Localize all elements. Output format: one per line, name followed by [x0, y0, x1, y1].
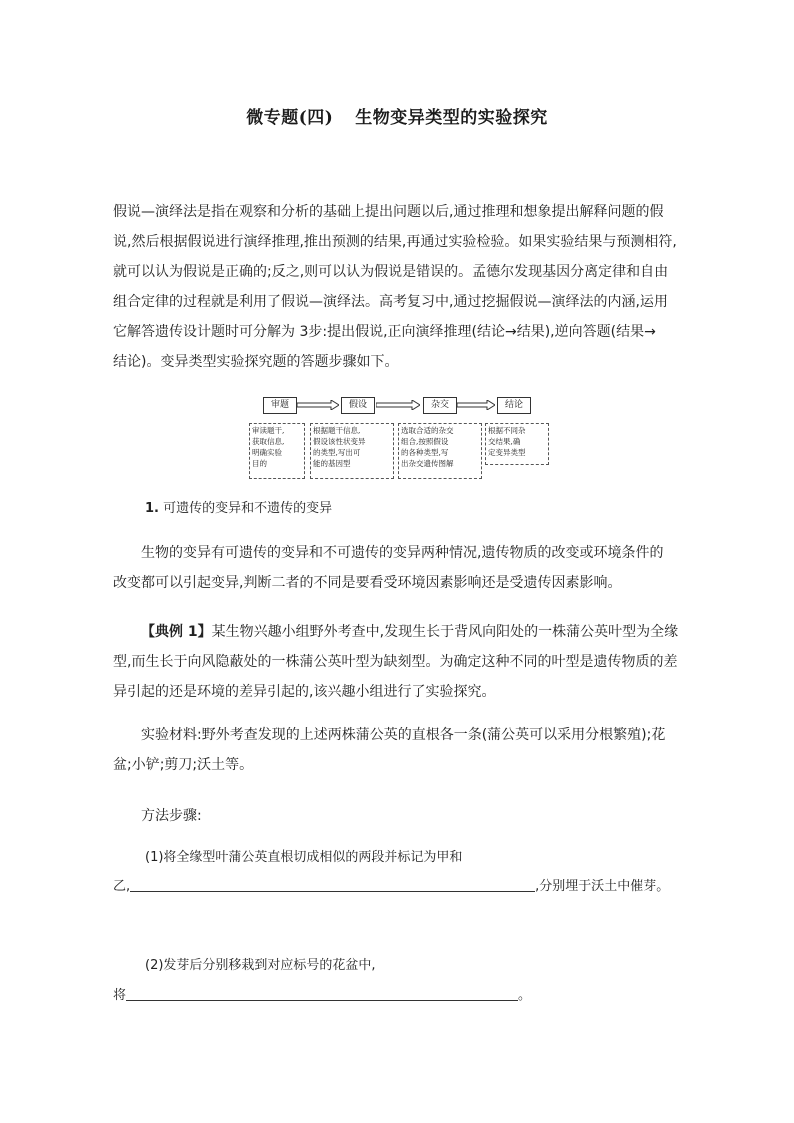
flow-step-box: 结论 — [497, 397, 531, 414]
flow-step-box: 杂交 — [423, 397, 457, 414]
desc-line: 组合,按照假设 — [401, 437, 449, 446]
paragraph-line: 改变都可以引起变异,判断二者的不同是要看受环境因素影响还是受遗传因素影响。 — [113, 575, 622, 591]
intro-line: 说,然后根据假说进行演绎推理,推出预测的结果,再通过实验检验。如果实验结果与预测相符, — [113, 234, 677, 250]
desc-line: 根据题干信息, — [313, 426, 361, 435]
intro-paragraph — [113, 197, 685, 377]
paragraph-line: 某生物兴趣小组野外考查中,发现生长于背风向阳处的一株蒲公英叶型为全缘 — [211, 624, 679, 640]
step2-text: (2)发芽后分别移栽到对应标号的花盆中, — [145, 958, 376, 973]
desc-line: 审读题干, — [252, 426, 285, 435]
title-part2: 生物变异类型的实验探究 — [355, 108, 548, 128]
paragraph-line: 盆;小铲;剪刀;沃土等。 — [113, 757, 254, 773]
page-title — [0, 103, 794, 128]
flow-step-description — [249, 423, 305, 479]
desc-line: 假设该性状变异 — [313, 437, 366, 446]
section-heading — [145, 497, 332, 516]
flow-step-box: 假设 — [341, 397, 375, 414]
intro-line: 就可以认为假说是正确的;反之,则可以认为假说是错误的。孟德尔发现基因分离定律和自由 — [113, 264, 669, 280]
example-label: 【典例 1】 — [141, 624, 212, 640]
intro-line: 结论)。变异类型实验探究题的答题步骤如下。 — [113, 354, 399, 370]
intro-line: 组合定律的过程就是利用了假说—演绎法。高考复习中,通过挖掘假说—演绎法的内涵,运用 — [113, 294, 668, 310]
answer-steps-flowchart — [245, 395, 550, 480]
section-title: 可遗传的变异和不遗传的变异 — [163, 501, 333, 516]
step1-answer-blank[interactable] — [130, 877, 535, 892]
paragraph-line: 型,而生长于向风隐蔽处的一株蒲公英叶型为缺刻型。为确定这种不同的叶型是遗传物质的差 — [113, 654, 678, 670]
step1-suffix: ,分别埋于沃土中催芽。 — [535, 879, 670, 894]
desc-line: 的各种类型,写 — [401, 448, 449, 457]
intro-line: 假说—演绎法是指在观察和分析的基础上提出问题以后,通过推理和想象提出解释问题的假 — [113, 204, 664, 220]
example-paragraph — [113, 617, 685, 707]
desc-line: 交结果,确 — [488, 437, 521, 446]
flow-step-description — [485, 423, 549, 465]
flow-step-description — [310, 423, 394, 479]
step2-answer-blank[interactable] — [126, 986, 518, 1001]
paragraph-line: 生物的变异有可遗传的变异和不可遗传的变异两种情况,遗传物质的改变或环境条件的 — [141, 545, 664, 561]
method-label: 方法步骤: — [141, 808, 202, 824]
step2-prefix: 将 — [113, 988, 127, 1003]
step1-prefix: 乙, — [113, 879, 131, 894]
desc-line: 选取合适的杂交 — [401, 426, 454, 435]
title-part1: 微专题(四) — [246, 108, 334, 128]
desc-line: 明确实验 — [252, 448, 282, 457]
intro-line: 它解答遗传设计题时可分解为 3步:提出假说,正向演绎推理(结论→结果),逆向答题(结果→ — [113, 324, 656, 340]
paragraph-line: 实验材料:野外考查发现的上述两株蒲公英的直根各一条(蒲公英可以采用分根繁殖);花 — [141, 727, 666, 743]
section-number: 1. — [145, 501, 159, 516]
desc-line: 目的 — [252, 459, 267, 468]
step2-suffix: 。 — [518, 988, 532, 1003]
desc-line: 根据不同杂 — [488, 426, 526, 435]
variation-paragraph — [113, 538, 685, 598]
flow-step-box: 审题 — [263, 397, 297, 414]
step2-answer-line — [113, 984, 531, 1003]
paragraph-line: 异引起的还是环境的差异引起的,该兴趣小组进行了实验探究。 — [113, 684, 496, 700]
flow-step-description — [398, 423, 482, 479]
step1-answer-line — [113, 875, 669, 894]
desc-line: 的类型,写出可 — [313, 448, 361, 457]
materials-paragraph — [113, 720, 685, 780]
desc-line: 出杂交遗传图解 — [401, 459, 454, 468]
step1-text: (1)将全缘型叶蒲公英直根切成相似的两段并标记为甲和 — [145, 850, 463, 865]
desc-line: 定变异类型 — [488, 448, 526, 457]
desc-line: 获取信息, — [252, 437, 285, 446]
desc-line: 能的基因型 — [313, 459, 351, 468]
